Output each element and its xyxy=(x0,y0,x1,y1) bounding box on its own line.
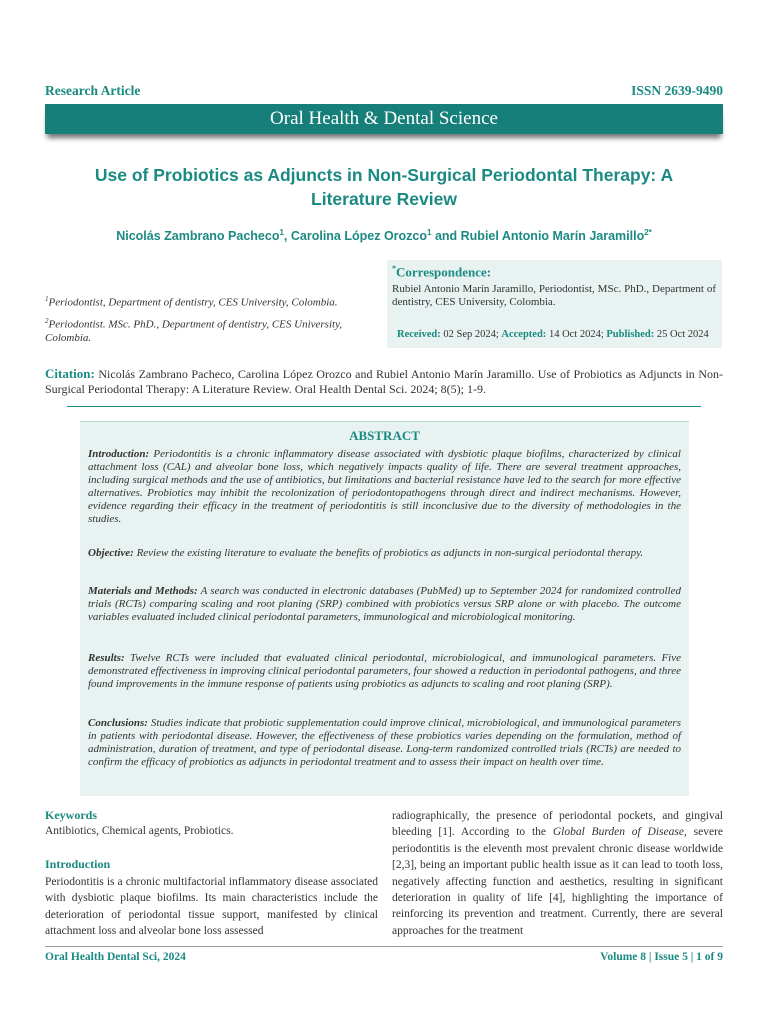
footer-divider xyxy=(45,946,723,947)
received-label: Received: xyxy=(397,329,441,340)
author-affiliation-mark: 1 xyxy=(427,228,432,237)
correspondence-text: Rubiel Antonio Marín Jaramillo, Periodontist, MSc. PhD., Department of dentistry, CES University, Colombia. xyxy=(392,283,716,308)
affiliation xyxy=(45,293,375,310)
affiliation-number: 2 xyxy=(45,317,49,325)
correspondence-heading xyxy=(392,264,491,280)
article-type: Research Article xyxy=(45,83,141,98)
abstract-section-text: Periodontitis is a chronic inflammatory disease associated with dysbiotic plaque biofilms, characterized by clinical attachment loss (CAL) and alveolar bone loss, which negatively impacts quality of life. There are several treatment approaches, including surgical methods and the use of antibiotics, but limitations and bacterial resistance have led to the search for more effective alternatives. Probiotics may inhibit the recolonization of periodontopathogens through direct and indirect mechanisms. However, evidence regarding their efficacy in the treatment of periodontitis is still inconclusive due to the diversity of methodologies in the studies. xyxy=(88,448,681,525)
introduction-right-column xyxy=(392,808,723,939)
author-name: Carolina López Orozco xyxy=(290,229,428,244)
footer-journal: Oral Health Dental Sci, 2024 xyxy=(45,951,186,963)
footer-page-info: Volume 8 | Issue 5 | 1 of 9 xyxy=(600,951,723,963)
abstract-section-label: Conclusions: xyxy=(88,717,148,729)
author-list xyxy=(40,228,728,243)
received-date: 02 Sep 2024; xyxy=(440,329,502,340)
abstract-section-text: Review the existing literature to evaluate the benefits of probiotics as adjuncts in non-surgical periodontal therapy. xyxy=(133,547,644,559)
correspondence-label: Correspondence: xyxy=(396,264,492,280)
author-separator: and xyxy=(431,229,461,244)
accepted-label: Accepted: xyxy=(501,329,547,340)
author-name: Rubiel Antonio Marín Jaramillo xyxy=(460,229,645,244)
abstract-section-label: Introduction: xyxy=(88,448,150,460)
citation-label: Citation: xyxy=(45,366,95,381)
affiliation-number: 1 xyxy=(45,295,49,303)
body-text: , severe periodontitis is the eleventh most prevalent chronic disease worldwide [2,3], being an important public health issue as it can lead to tooth loss, negatively affecting function and aesthetics, resulting in significant deterioration in quality of life [4], highlighting the importance of reinforcing its prevention and treatment. Currently, there are several approaches for the treatment xyxy=(392,826,723,937)
author-separator: , xyxy=(283,229,291,244)
abstract-section-label: Materials and Methods: xyxy=(88,585,198,597)
affiliation-text: Periodontist. MSc. PhD., Department of dentistry, CES University, Colombia. xyxy=(45,318,343,344)
abstract-introduction xyxy=(88,448,681,526)
abstract-section-label: Results: xyxy=(88,652,125,664)
author-affiliation-mark: 1 xyxy=(279,228,284,237)
body-text-italic: Global Burden of Disease xyxy=(552,826,684,839)
publication-dates xyxy=(397,329,709,340)
body-text: radiographically, the presence of periodontal pockets, and gingival bleeding [1]. According to the xyxy=(392,810,723,839)
affiliation xyxy=(45,315,375,345)
introduction-heading: Introduction xyxy=(45,857,111,871)
correspondence-mark: * xyxy=(392,264,396,273)
abstract-section-text: Twelve RCTs were included that evaluated clinical periodontal, microbiological, and immunological parameters. Five demonstrated effectiveness in improving clinical periodontal parameters, four showed a reduction in periodontal pathogens, and three found improvements in the immune response of patients using probiotics as adjuncts to scaling and root planing (SRP). xyxy=(88,652,681,690)
divider xyxy=(67,406,701,407)
abstract-methods xyxy=(88,585,681,624)
abstract-section-label: Objective: xyxy=(88,547,134,559)
journal-banner: Oral Health & Dental Science xyxy=(45,104,723,134)
published-label: Published: xyxy=(606,329,655,340)
citation xyxy=(45,366,723,397)
abstract-heading: ABSTRACT xyxy=(349,428,420,443)
abstract-results xyxy=(88,652,681,691)
citation-text: Nicolás Zambrano Pacheco, Carolina López Orozco and Rubiel Antonio Marín Jaramillo. Use of Probiotics as Adjuncts in Non-Surgical Periodontal Therapy: A Literature Review. Oral Health Dental Sci. 2024; 8(5); 1-9. xyxy=(45,367,723,396)
abstract-section-text: A search was conducted in electronic databases (PubMed) up to September 2024 for randomized controlled trials (RCTs) comparing scaling and root planing (SRP) combined with probiotics versus SRP alone or with placebo. The outcome variables evaluated included clinical periodontal parameters, immunological and microbiological monitoring. xyxy=(88,585,681,623)
article-title: Use of Probiotics as Adjuncts in Non-Surgical Periodontal Therapy: A Literature Review xyxy=(94,165,674,209)
issn: ISSN 2639-9490 xyxy=(631,83,723,98)
keywords-text: Antibiotics, Chemical agents, Probiotics. xyxy=(45,825,234,837)
published-date: 25 Oct 2024 xyxy=(654,329,709,340)
author-affiliation-mark: 2* xyxy=(644,228,652,237)
accepted-date: 14 Oct 2024; xyxy=(546,329,607,340)
abstract-conclusions xyxy=(88,717,681,769)
author-name: Nicolás Zambrano Pacheco xyxy=(116,229,280,244)
affiliation-text: Periodontist, Department of dentistry, CES University, Colombia. xyxy=(48,296,338,309)
keywords-heading: Keywords xyxy=(45,808,97,822)
abstract-objective xyxy=(88,547,681,560)
introduction-left-column: Periodontitis is a chronic multifactorial inflammatory disease associated with dysbiotic plaque biofilms. Its main characteristics include the deterioration of periodontal tissue support, manifested by clinical attachment loss and alveolar bone loss assessed xyxy=(45,876,378,938)
abstract-section-text: Studies indicate that probiotic supplementation could improve clinical, microbiological, and immunological parameters in patients with periodontal disease. However, the effectiveness of these probiotics varies depending on the formulation, method of administration, duration of treatment, and type of periodontal disease. Long-term randomized controlled trials (RCTs) are needed to confirm the efficacy of probiotics as adjuncts in periodontal treatment and to assess their impact on health over time. xyxy=(88,717,681,768)
